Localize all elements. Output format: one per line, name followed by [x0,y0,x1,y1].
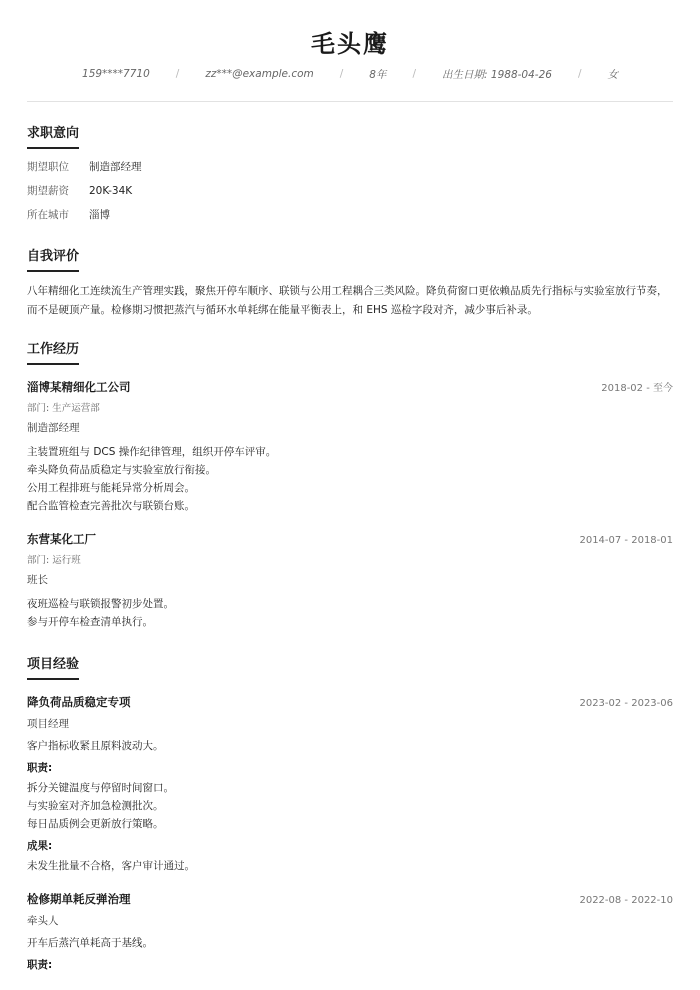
separator: / [412,68,417,80]
work-bullet: 公用工程排班与能耗异常分析周会。 [27,482,195,494]
project-desc: 客户指标收紧且原料波动大。 [27,740,164,752]
experience-years: 8年 [369,68,387,81]
phone: 159****7710 [82,68,150,80]
intent-key: 期望薪资 [27,185,69,197]
header-divider [27,101,673,102]
summary-text: 八年精细化工连续流生产管理实践，聚焦开停车顺序、联锁与公用工程耦合三类风险。降负荷窗口更依赖品质先行指标与实验室放行节奏，而不是硬顶产量。检修期习惯把蒸汽与循环水单耗绑在能量平衡表上，和 EHS 巡检字段对齐，减少事后补录。 [27,285,668,316]
department: 部门: 生产运营部 [27,403,100,414]
work-bullet: 牵头降负荷品质稳定与实验室放行衔接。 [27,464,216,476]
work-entry [27,379,673,515]
work-bullet: 夜班巡检与联锁报警初步处置。 [27,598,174,610]
work-bullet: 主装置班组与 DCS 操作纪律管理，组织开停车评审。 [27,446,277,458]
duty-label: 职责: [27,762,53,774]
project-entry [27,694,673,875]
section-title: 求职意向 [27,122,79,149]
intent-value: 20K-34K [89,185,133,197]
job-title: 班长 [27,574,48,586]
duty-bullet: 与实验室对齐加急检测批次。 [27,800,164,812]
separator: / [175,68,180,80]
separator: / [577,68,582,80]
project-name: 降负荷品质稳定专项 [27,695,131,709]
section-work [27,338,673,631]
work-bullet: 配合监管检查完善批次与联锁台账。 [27,500,195,512]
intent-row [27,161,673,173]
birth-date: 出生日期: 1988-04-26 [442,68,552,81]
project-role: 牵头人 [27,915,59,927]
project-role: 项目经理 [27,718,69,730]
result-label: 成果: [27,840,53,852]
work-entry [27,531,673,631]
candidate-name: 毛头鹰 [311,30,389,58]
section-summary [27,245,673,320]
job-title: 制造部经理 [27,422,80,434]
work-bullet: 参与开停车检查清单执行。 [27,616,153,628]
email: zz***@example.com [205,68,314,80]
project-entry [27,891,673,974]
date-range: 2023-02 - 2023-06 [579,698,673,709]
duty-bullet: 拆分关键温度与停留时间窗口。 [27,782,174,794]
intent-value: 淄博 [89,209,110,221]
section-projects [27,653,673,974]
company-name: 东营某化工厂 [27,532,96,546]
company-name: 淄博某精细化工公司 [27,380,131,394]
section-intent [27,122,673,221]
section-title: 自我评价 [27,245,79,272]
department: 部门: 运行班 [27,555,81,566]
date-range: 2018-02 - 至今 [601,383,673,394]
gender: 女 [607,68,618,81]
intent-row [27,209,673,221]
contact-bar [27,60,673,88]
section-title: 项目经验 [27,653,79,680]
duty-label: 职责: [27,959,53,971]
result-text: 未发生批量不合格，客户审计通过。 [27,860,195,872]
section-title: 工作经历 [27,338,79,365]
date-range: 2014-07 - 2018-01 [579,535,673,546]
duty-bullet: 每日品质例会更新放行策略。 [27,818,164,830]
intent-row [27,185,673,197]
separator: / [339,68,344,80]
date-range: 2022-08 - 2022-10 [579,895,673,906]
intent-key: 期望职位 [27,161,69,173]
intent-value: 制造部经理 [89,161,142,173]
project-desc: 开车后蒸汽单耗高于基线。 [27,937,153,949]
intent-key: 所在城市 [27,209,69,221]
project-name: 检修期单耗反弹治理 [27,892,131,906]
